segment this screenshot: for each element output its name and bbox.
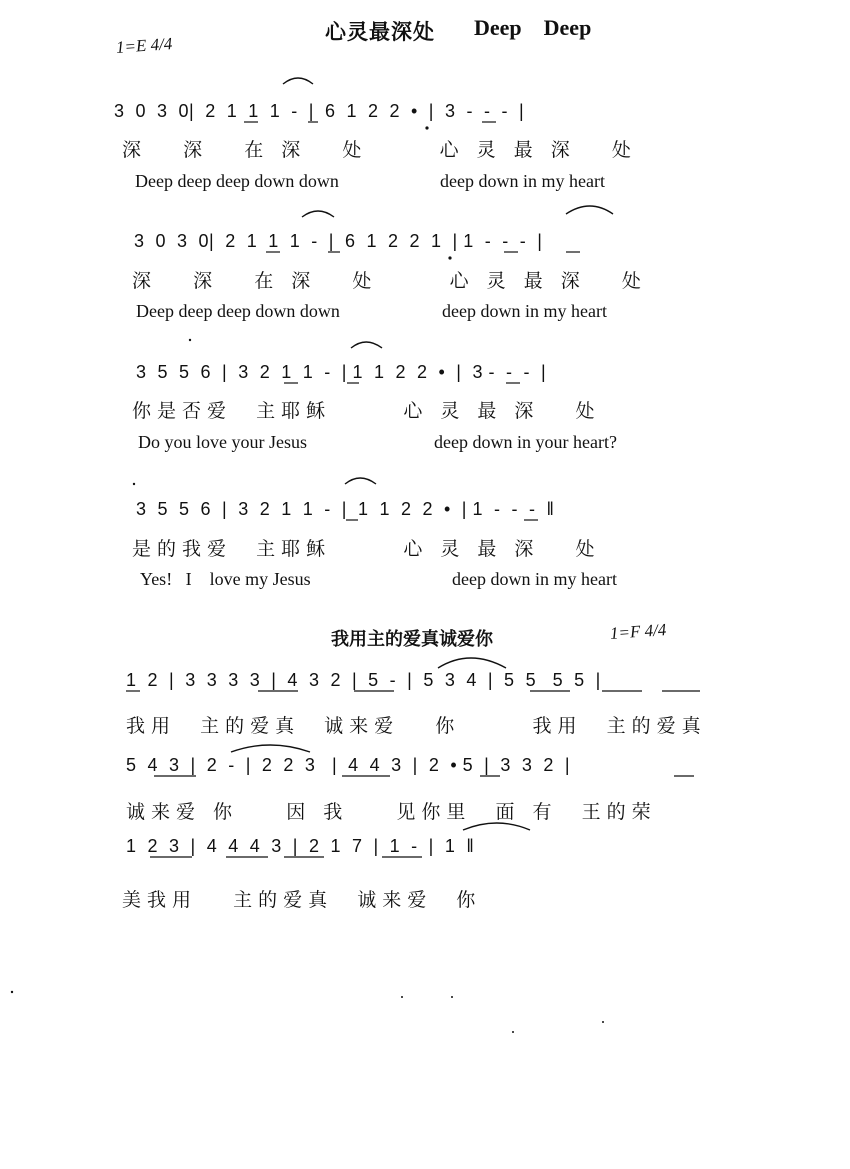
notation-line-2: 3 0 3 0| 2 1 1 1 - | 6 1 2 2 1 | 1 - - - | (134, 231, 543, 251)
lyrics-en-line-1: Deep deep deep down down (135, 171, 339, 191)
slur-mark (283, 78, 313, 84)
lyrics-zh-line-4: 是的我爱 主耶稣 心 灵 最 深 处 (132, 538, 601, 560)
song2-title: 我用主的爱真诚爱你 (331, 629, 493, 650)
slur-mark (302, 211, 334, 217)
lyrics-zh-line-3: 你是否爱 主耶稣 心 灵 最 深 处 (132, 400, 601, 422)
lyrics-en-line-2: Deep deep deep down down (136, 301, 340, 321)
lyrics-en-line-3: Do you love your Jesus (138, 432, 307, 452)
song2-key-signature: 1=F 4/4 (609, 620, 667, 643)
notation-line-3: 3 5 5 6 | 3 2 1 1 - | 1 1 2 2 • | 3 - - - | (136, 362, 547, 382)
song2-lyrics-line-1: 我用 主的爱真 诚来爱 你 我用 主的爱真 (126, 715, 707, 737)
lyrics-zh-line-1: 深 深 在 深 处 心 灵 最 深 处 (122, 139, 637, 161)
song2-notation-line-3: 1 2 3 | 4 4 4 3 | 2 1 7 | 1 - | 1 ‖ (126, 836, 475, 856)
lyrics-en-line-3b: deep down in your heart? (434, 432, 617, 452)
lyrics-en-line-1b: deep down in my heart (440, 171, 605, 191)
notation-line-1: 3 0 3 0| 2 1 1 1 - | 6 1 2 2 • | 3 - - - | (114, 101, 525, 121)
slur-mark (463, 823, 530, 830)
song2-notation-line-2: 5 4 3 | 2 - | 2 2 3 | 4 4 3 | 2 • 5 | 3 3 2 | (126, 755, 571, 775)
stray-dot (512, 1031, 514, 1033)
slur-mark (438, 658, 506, 668)
song-title-en: Deep Deep (474, 15, 592, 40)
stray-dot (401, 996, 403, 998)
slur-mark (351, 342, 382, 348)
lyrics-en-line-2b: deep down in my heart (442, 301, 607, 321)
stray-dot (602, 1021, 604, 1023)
octave-dot (189, 339, 191, 341)
slur-mark (345, 478, 376, 484)
slur-mark (566, 206, 613, 214)
lyrics-zh-line-2: 深 深 在 深 处 心 灵 最 深 处 (132, 270, 647, 292)
slur-mark (231, 745, 310, 752)
stray-dot (451, 996, 453, 998)
octave-dot (425, 126, 428, 129)
song2-lyrics-line-2: 诚来爱 你 因 我 见你里 面 有 王的荣 (126, 801, 657, 823)
song-title-zh: 心灵最深处 (325, 20, 435, 44)
key-signature: 1=E 4/4 (115, 34, 173, 57)
notation-line-4: 3 5 5 6 | 3 2 1 1 - | 1 1 2 2 • | 1 - - - ‖ (136, 499, 555, 519)
lyrics-en-line-4: Yes! I love my Jesus (140, 569, 311, 589)
song2-lyrics-line-3: 美我用 主的爱真 诚来爱 你 (122, 889, 482, 911)
stray-dot (11, 991, 13, 993)
song2-notation-line-1: 1 2 | 3 3 3 3 | 4 3 2 | 5 - | 5 3 4 | 5 5 5 5 | (126, 670, 601, 690)
octave-dot (133, 483, 135, 485)
octave-dot (448, 256, 451, 259)
lyrics-en-line-4b: deep down in my heart (452, 569, 617, 589)
